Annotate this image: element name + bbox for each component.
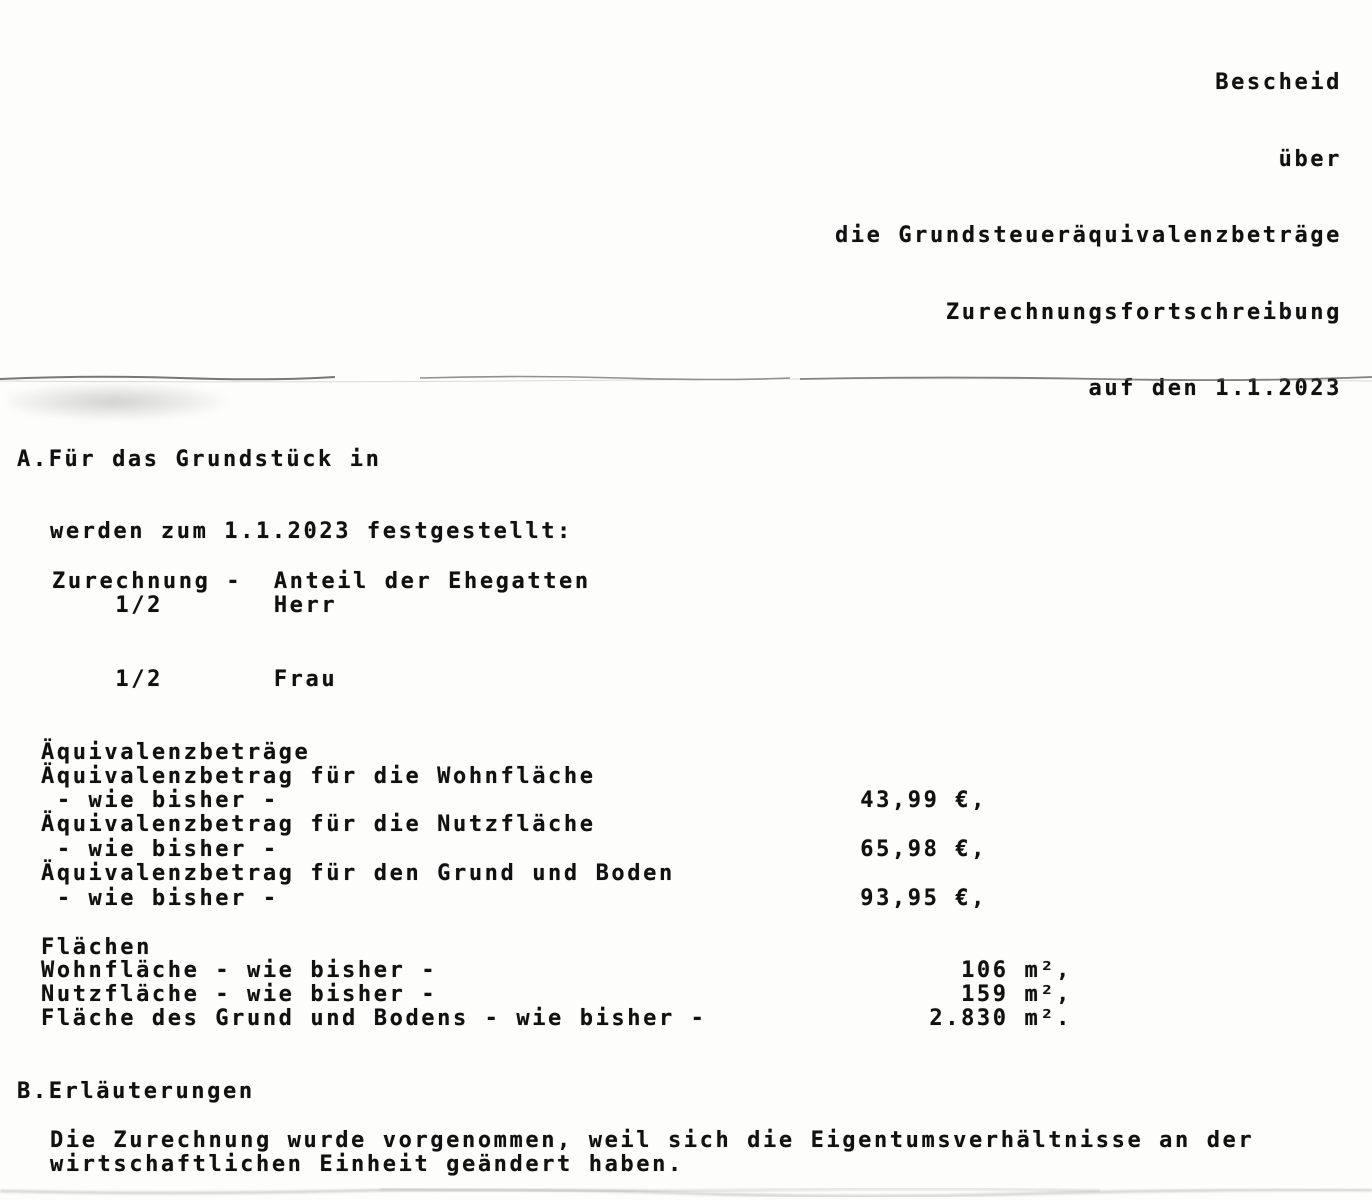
aequivalenz-value-wohnflaeche: 43,99 €, [860,788,987,813]
flaechen-value-grund-bodens: 2.830 m². [929,1006,1072,1031]
aequivalenz-label-wohnflaeche: Äquivalenzbetrag für die Wohnfläche [41,764,596,789]
flaechen-label-grund-bodens: Fläche des Grund und Bodens - wie bisher - [41,1006,707,1031]
section-a-intro: werden zum 1.1.2023 festgestellt: [50,519,573,544]
letterhead [835,19,1342,453]
section-b-paragraph-line-2: wirtschaftlichen Einheit geändert haben. [50,1152,684,1177]
flaechen-heading: Flächen [41,935,152,960]
aequivalenz-value-grund-boden: 93,95 €, [860,886,987,911]
scan-edge-bottom-line [0,1180,1372,1200]
section-b-heading: B.Erläuterungen [17,1079,255,1104]
letterhead-line-5: auf den 1.1.2023 [1088,376,1342,401]
aequivalenz-label-nutzflaeche: Äquivalenzbetrag für die Nutzfläche [41,812,596,837]
letterhead-line-4: Zurechnungsfortschreibung [945,299,1342,325]
letterhead-line-3: die Grundsteueräquivalenzbeträge [834,223,1342,248]
flaechen-label-wohnflaeche: Wohnfläche - wie bisher - [41,958,438,983]
aequivalenz-note-wohnflaeche: - wie bisher - [41,788,279,813]
aequivalenz-note-nutzflaeche: - wie bisher - [41,837,279,862]
flaechen-label-nutzflaeche: Nutzfläche - wie bisher - [41,982,438,1007]
letterhead-line-1: Bescheid [1215,70,1342,95]
aequivalenz-note-grund-boden: - wie bisher - [41,886,279,911]
letterhead-line-2: über [1278,146,1342,172]
share-line-herr: 1/2 Herr [52,593,338,618]
aequivalenz-label-grund-boden: Äquivalenzbetrag für den Grund und Boden [41,861,675,886]
aequivalenz-heading: Äquivalenzbeträge [41,740,311,765]
aequivalenz-value-nutzflaeche: 65,98 €, [860,837,987,862]
share-line-frau: 1/2 Frau [52,667,338,692]
section-a-heading: A.Für das Grundstück in [17,447,382,472]
scan-smudge [8,384,273,428]
zurechnung-line: Zurechnung - Anteil der Ehegatten [52,569,591,594]
section-b-paragraph-line-1: Die Zurechnung wurde vorgenommen, weil sich die Eigentumsverhältnisse an der [50,1128,1255,1153]
flaechen-value-wohnflaeche: 106 m², [961,958,1072,983]
flaechen-value-nutzflaeche: 159 m², [961,982,1072,1007]
